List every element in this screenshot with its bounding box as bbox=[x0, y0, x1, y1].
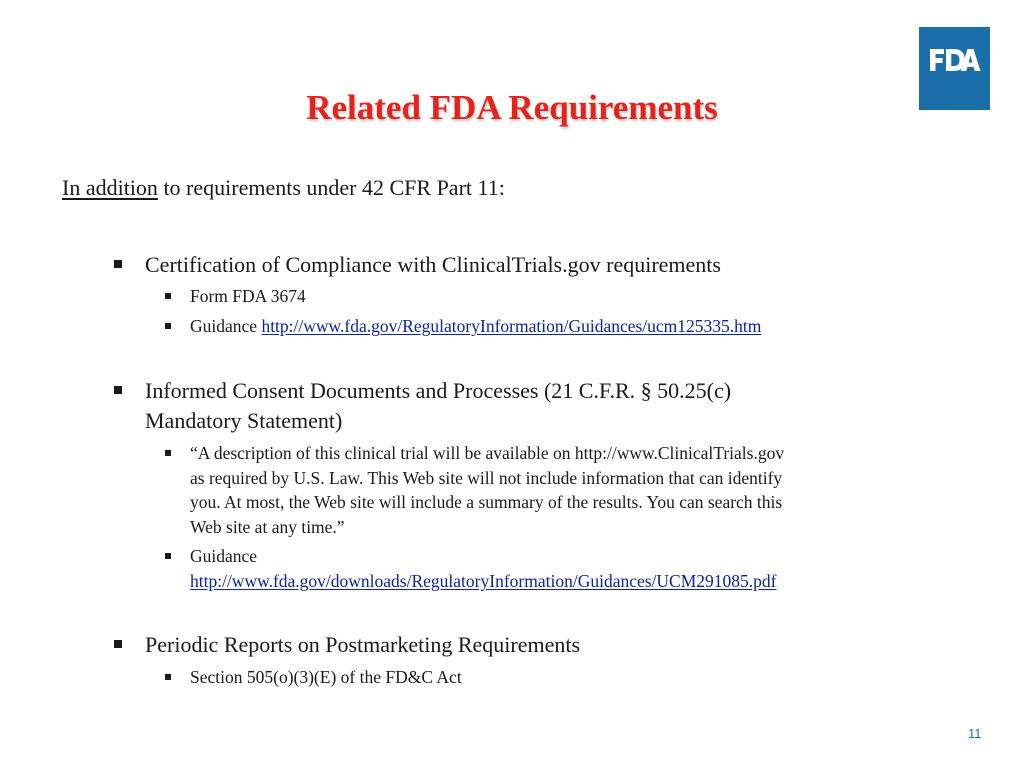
sub-bullet-text: Section 505(o)(3)(E) of the FD&C Act bbox=[190, 667, 462, 687]
guidance-label-2: Guidance bbox=[190, 546, 258, 566]
square-bullet-icon bbox=[165, 323, 171, 329]
intro-line bbox=[62, 174, 505, 202]
bullet-heading: Certification of Compliance with ClinicalTrials.gov requirements bbox=[145, 252, 721, 277]
bullet-heading: Periodic Reports on Postmarketing Requirements bbox=[145, 632, 581, 657]
sub-bullet-text: Form FDA 3674 bbox=[190, 286, 306, 306]
quote-line-1: “A description of this clinical trial will be available on http://www.ClinicalTrials.gov bbox=[190, 443, 785, 463]
guidance-link[interactable]: http://www.fda.gov/RegulatoryInformation/Guidances/ucm125335.htm bbox=[261, 316, 762, 336]
square-bullet-icon bbox=[165, 674, 171, 680]
square-bullet-icon bbox=[165, 553, 171, 559]
bullet-heading-line-1: Informed Consent Documents and Processes (21 C.F.R. § 50.25(c) bbox=[145, 378, 732, 403]
intro-emphasis: In addition bbox=[62, 175, 158, 200]
square-bullet-icon bbox=[165, 293, 171, 299]
quote-line-2: as required by U.S. Law. This Web site will not include information that can identify bbox=[190, 467, 783, 488]
square-bullet-icon bbox=[114, 386, 122, 394]
quote-line-3: you. At most, the Web site will include a summary of the results. You can search this bbox=[190, 492, 783, 512]
bullet-heading-line-2: Mandatory Statement) bbox=[145, 408, 343, 433]
quote-line-4: Web site at any time.” bbox=[190, 516, 345, 537]
intro-rest: to requirements under 42 CFR Part 11: bbox=[157, 175, 505, 200]
guidance-link-2[interactable]: http://www.fda.gov/downloads/RegulatoryInformation/Guidances/UCM291085.pdf bbox=[190, 571, 777, 591]
slide-title: Related FDA Requirements bbox=[306, 88, 718, 127]
square-bullet-icon bbox=[165, 450, 171, 456]
page-number: 11 bbox=[968, 726, 982, 741]
square-bullet-icon bbox=[114, 260, 122, 268]
guidance-label: Guidance bbox=[190, 316, 262, 336]
square-bullet-icon bbox=[114, 640, 122, 648]
sub-bullet-line bbox=[190, 314, 761, 339]
